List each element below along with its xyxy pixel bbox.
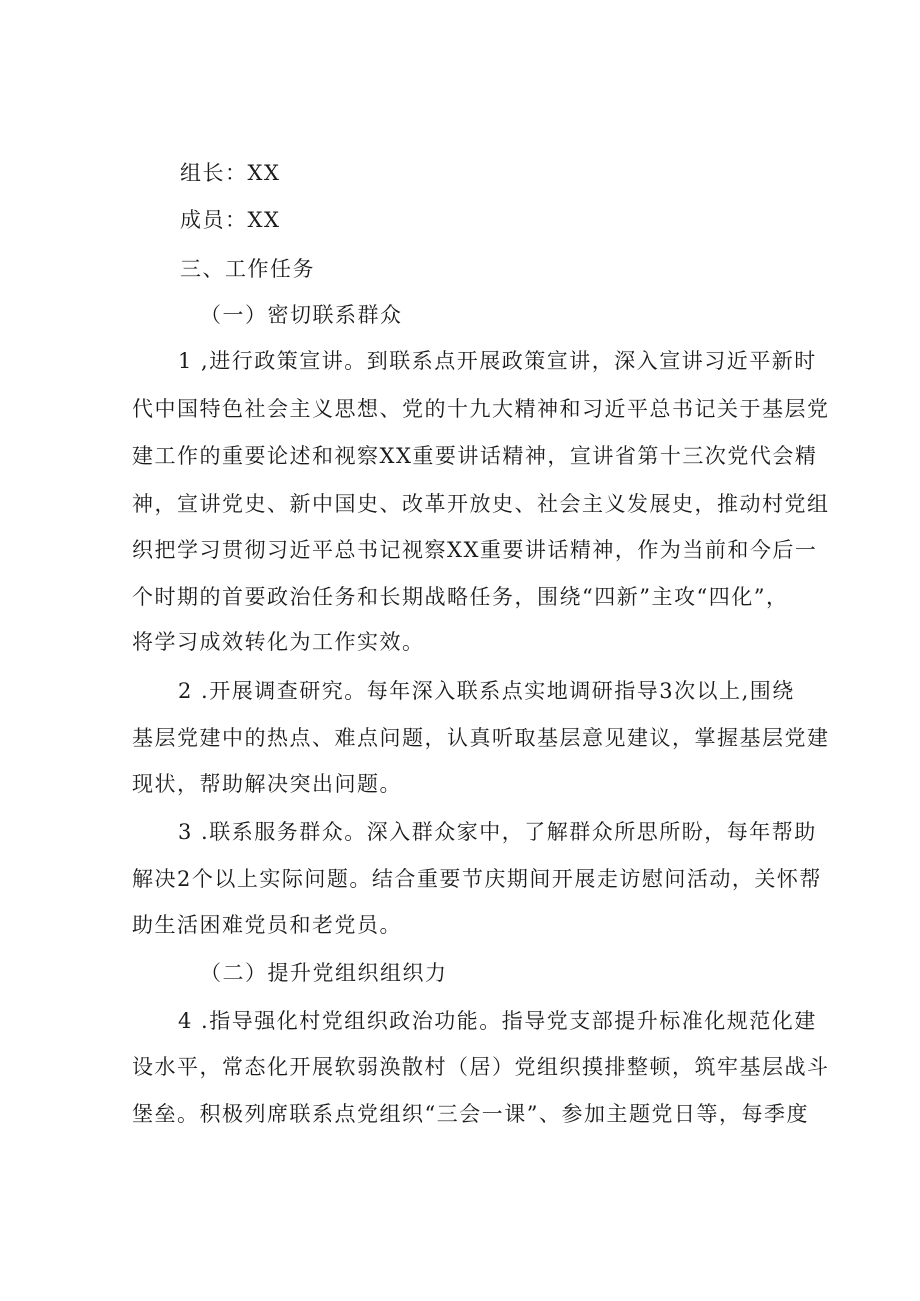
paragraph-line: 解决2个以上实际问题。结合重要节庆期间开展走访慰问活动，关怀帮 xyxy=(132,867,822,891)
paragraph-line: 织把学习贯彻习近平总书记视察XX重要讲话精神，作为当前和今后一 xyxy=(132,538,818,562)
paragraph-line: 现状，帮助解决突出问题。 xyxy=(132,772,402,796)
paragraph-line: 4 .指导强化村党组织政治功能。指导党支部提升标准化规范化建 xyxy=(178,1009,817,1033)
subsection-heading: （二）提升党组织组织力 xyxy=(200,961,448,985)
paragraph-line: 助生活困难党员和老党员。 xyxy=(132,913,402,937)
paragraph-line: 2 .开展调查研究。每年深入联系点实地调研指导3次以上,围绕 xyxy=(178,679,795,703)
leader-line: 组长：XX xyxy=(180,161,281,185)
section-heading: 三、工作任务 xyxy=(180,257,315,281)
members-line: 成员：XX xyxy=(180,208,281,232)
paragraph-line: 基层党建中的热点、难点问题，认真听取基层意见建议，掌握基层党建 xyxy=(132,726,830,750)
paragraph-line: 个时期的首要政治任务和长期战略任务，围绕“四新”主攻“四化”， xyxy=(132,585,789,609)
paragraph-line: 将学习成效转化为工作实效。 xyxy=(132,630,425,654)
paragraph-line: 设水平，常态化开展软弱涣散村（居）党组织摸排整顿，筑牢基层战斗 xyxy=(132,1055,830,1079)
paragraph-line: 神，宣讲党史、新中国史、改革开放史、社会主义发展史，推动村党组 xyxy=(132,492,830,516)
paragraph-line: 3 .联系服务群众。深入群众家中，了解群众所思所盼，每年帮助 xyxy=(178,820,817,844)
paragraph-line: 堡垒。积极列席联系点党组织“三会一课”、参加主题党日等，每季度 xyxy=(132,1102,809,1126)
paragraph-line: 建工作的重要论述和视察XX重要讲话精神，宣讲省第十三次党代会精 xyxy=(132,444,818,468)
paragraph-line: 代中国特色社会主义思想、党的十九大精神和习近平总书记关于基层党 xyxy=(132,397,830,421)
subsection-heading: （一）密切联系群众 xyxy=(200,303,403,327)
paragraph-line: 1 ,进行政策宣讲。到联系点开展政策宣讲，深入宣讲习近平新时 xyxy=(178,349,817,373)
